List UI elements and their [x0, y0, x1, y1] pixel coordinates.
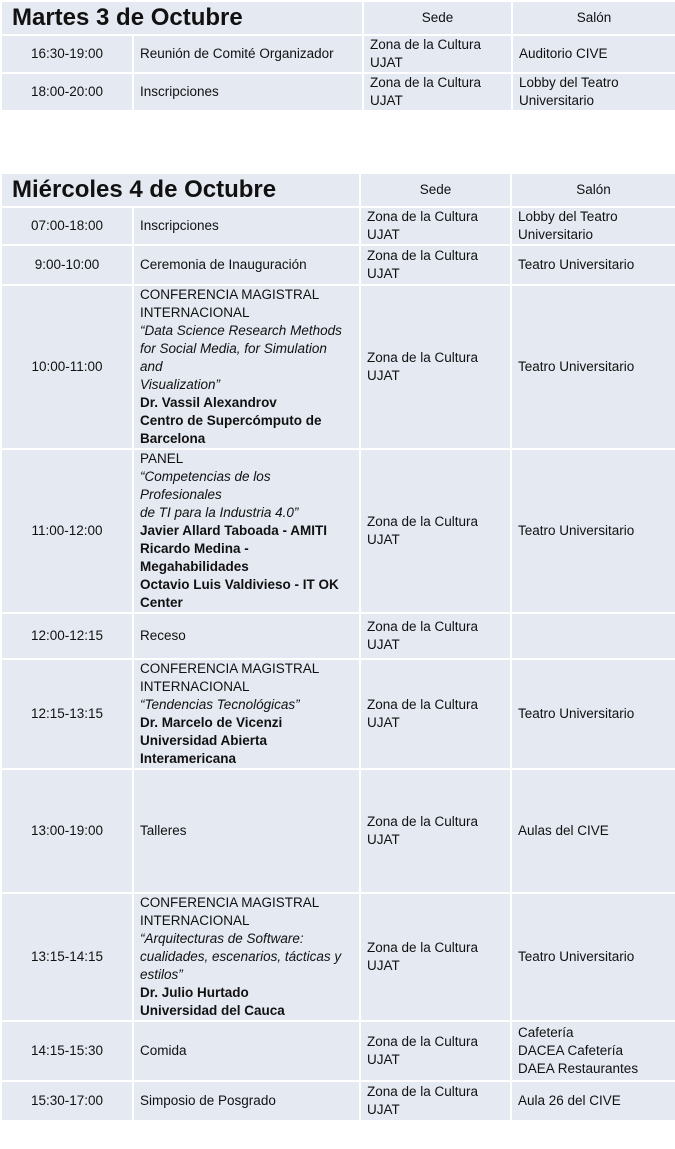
sede-cell [360, 613, 511, 659]
cell-line: Visualization” [140, 377, 221, 392]
day-header-row [1, 173, 675, 207]
cell-line: Javier Allard Taboada - AMITI [140, 523, 328, 538]
cell-line: Reunión de Comité Organizador [140, 46, 334, 61]
cell-line: Zona de la Cultura [367, 619, 479, 634]
time-cell: 13:00-19:00 [1, 769, 133, 893]
schedule-row [1, 769, 675, 893]
sede-cell [360, 449, 511, 613]
cell-line: Zona de la Cultura [370, 37, 482, 52]
cell-line: UJAT [367, 368, 400, 383]
sede-cell [360, 1081, 511, 1121]
column-header-sede: Sede [360, 173, 511, 207]
cell-line: Inscripciones [140, 84, 219, 99]
cell-line: Universidad Abierta [140, 733, 268, 748]
salon-cell [511, 769, 675, 893]
cell-line: UJAT [367, 227, 400, 242]
cell-line: Lobby del Teatro [519, 75, 619, 90]
cell-line: UJAT [367, 266, 400, 281]
activity-cell [133, 769, 360, 893]
sede-cell [360, 285, 511, 449]
cell-line: Zona de la Cultura [367, 514, 479, 529]
schedule-row [1, 207, 675, 245]
cell-line: Teatro Universitario [518, 949, 635, 964]
cell-line: Zona de la Cultura [367, 248, 479, 263]
cell-line: estilos” [140, 967, 183, 982]
salon-cell [511, 449, 675, 613]
cell-line: Universitario [519, 93, 595, 108]
cell-line: UJAT [367, 958, 400, 973]
cell-line: UJAT [370, 55, 403, 70]
sede-cell [363, 73, 512, 111]
time-cell: 12:15-13:15 [1, 659, 133, 769]
cell-line: CONFERENCIA MAGISTRAL [140, 287, 320, 302]
schedule-row [1, 449, 675, 613]
cell-line: “Tendencias Tecnológicas” [140, 697, 300, 712]
cell-line: Universidad del Cauca [140, 1003, 285, 1018]
cell-line: Zona de la Cultura [367, 814, 479, 829]
cell-line: DACEA Cafetería [518, 1043, 624, 1058]
activity-cell [133, 285, 360, 449]
cell-line: INTERNACIONAL [140, 305, 250, 320]
activity-cell [133, 1021, 360, 1081]
cell-line: Talleres [140, 823, 187, 838]
cell-line: UJAT [367, 532, 400, 547]
activity-cell [133, 613, 360, 659]
sede-cell [360, 659, 511, 769]
cell-line: PANEL [140, 451, 184, 466]
cell-line: Ricardo Medina - Megahabilidades [140, 541, 249, 574]
cell-line: Zona de la Cultura [367, 1084, 479, 1099]
schedule-row [1, 245, 675, 285]
cell-line: Auditorio CIVE [519, 46, 608, 61]
schedule-row [1, 893, 675, 1021]
day-table-body [1, 1, 675, 111]
cell-line: Teatro Universitario [518, 359, 635, 374]
schedule-row [1, 659, 675, 769]
sede-cell [360, 769, 511, 893]
cell-line: “Arquitecturas de Software: [140, 931, 304, 946]
day-title: Martes 3 de Octubre [1, 1, 363, 35]
cell-line: Octavio Luis Valdivieso - IT OK [140, 577, 339, 592]
cell-line: CONFERENCIA MAGISTRAL [140, 895, 320, 910]
salon-cell [511, 245, 675, 285]
schedule-row [1, 285, 675, 449]
sede-cell [360, 245, 511, 285]
cell-line: Zona de la Cultura [367, 1034, 479, 1049]
cell-line: CONFERENCIA MAGISTRAL [140, 661, 320, 676]
time-cell: 07:00-18:00 [1, 207, 133, 245]
cell-line: Center [140, 595, 183, 610]
cell-line: UJAT [367, 715, 400, 730]
cell-line: de TI para la Industria 4.0” [140, 505, 299, 520]
cell-line: Zona de la Cultura [367, 350, 479, 365]
salon-cell [511, 1081, 675, 1121]
cell-line: UJAT [367, 832, 400, 847]
cell-line: UJAT [367, 637, 400, 652]
column-header-sede: Sede [363, 1, 512, 35]
cell-line: Aula 26 del CIVE [518, 1093, 621, 1108]
cell-line: for Social Media, for Simulation and [140, 341, 327, 374]
salon-cell [511, 1021, 675, 1081]
cell-line: DAEA Restaurantes [518, 1061, 639, 1076]
cell-line: Dr. Marcelo de Vicenzi [140, 715, 283, 730]
schedule-row [1, 1021, 675, 1081]
time-cell: 14:15-15:30 [1, 1021, 133, 1081]
activity-cell [133, 245, 360, 285]
salon-cell [511, 285, 675, 449]
cell-line: Centro de Supercómputo de [140, 413, 322, 428]
cell-line: “Competencias de los Profesionales [140, 469, 271, 502]
time-cell: 12:00-12:15 [1, 613, 133, 659]
activity-cell [133, 73, 363, 111]
salon-cell [512, 73, 675, 111]
cell-line: Inscripciones [140, 218, 219, 233]
cell-line: Zona de la Cultura [367, 940, 479, 955]
cell-line: Aulas del CIVE [518, 823, 609, 838]
cell-line: Universitario [518, 227, 594, 242]
time-cell: 16:30-19:00 [1, 35, 133, 73]
day-table-body [1, 173, 675, 1121]
schedule-row [1, 35, 675, 73]
cell-line: Teatro Universitario [518, 523, 635, 538]
cell-line: UJAT [367, 1102, 400, 1117]
day-table-miercoles [0, 172, 675, 1122]
time-cell: 11:00-12:00 [1, 449, 133, 613]
schedule-row [1, 613, 675, 659]
cell-line: Zona de la Cultura [367, 209, 479, 224]
salon-cell [512, 35, 675, 73]
day-table-martes [0, 0, 675, 112]
cell-line: Lobby del Teatro [518, 209, 618, 224]
column-header-salon: Salón [511, 173, 675, 207]
cell-line: Dr. Vassil Alexandrov [140, 395, 277, 410]
sede-cell [360, 1021, 511, 1081]
cell-line: Simposio de Posgrado [140, 1093, 276, 1108]
cell-line: Cafetería [518, 1025, 574, 1040]
schedule-row [1, 73, 675, 111]
cell-line: Interamericana [140, 751, 237, 766]
activity-cell [133, 659, 360, 769]
salon-cell [511, 207, 675, 245]
day-title: Miércoles 4 de Octubre [1, 173, 360, 207]
column-header-salon: Salón [512, 1, 675, 35]
sede-cell [363, 35, 512, 73]
cell-line: Comida [140, 1043, 187, 1058]
activity-cell [133, 449, 360, 613]
cell-line: Teatro Universitario [518, 257, 635, 272]
salon-cell [511, 613, 675, 659]
cell-line: Dr. Julio Hurtado [140, 985, 249, 1000]
activity-cell [133, 35, 363, 73]
time-cell: 15:30-17:00 [1, 1081, 133, 1121]
activity-cell [133, 1081, 360, 1121]
schedule-row [1, 1081, 675, 1121]
cell-line: cualidades, escenarios, tácticas y [140, 949, 342, 964]
cell-line: “Data Science Research Methods [140, 323, 342, 338]
cell-line: Teatro Universitario [518, 706, 635, 721]
cell-line: Zona de la Cultura [367, 697, 479, 712]
cell-line: INTERNACIONAL [140, 913, 250, 928]
sede-cell [360, 893, 511, 1021]
time-cell: 9:00-10:00 [1, 245, 133, 285]
sede-cell [360, 207, 511, 245]
cell-line: UJAT [370, 93, 403, 108]
cell-line: UJAT [367, 1052, 400, 1067]
time-cell: 10:00-11:00 [1, 285, 133, 449]
salon-cell [511, 893, 675, 1021]
time-cell: 18:00-20:00 [1, 73, 133, 111]
cell-line: Barcelona [140, 431, 206, 446]
time-cell: 13:15-14:15 [1, 893, 133, 1021]
cell-line: Ceremonia de Inauguración [140, 257, 307, 272]
cell-line: Zona de la Cultura [370, 75, 482, 90]
cell-line: INTERNACIONAL [140, 679, 250, 694]
day-header-row [1, 1, 675, 35]
salon-cell [511, 659, 675, 769]
cell-line: Receso [140, 628, 186, 643]
activity-cell [133, 207, 360, 245]
activity-cell [133, 893, 360, 1021]
